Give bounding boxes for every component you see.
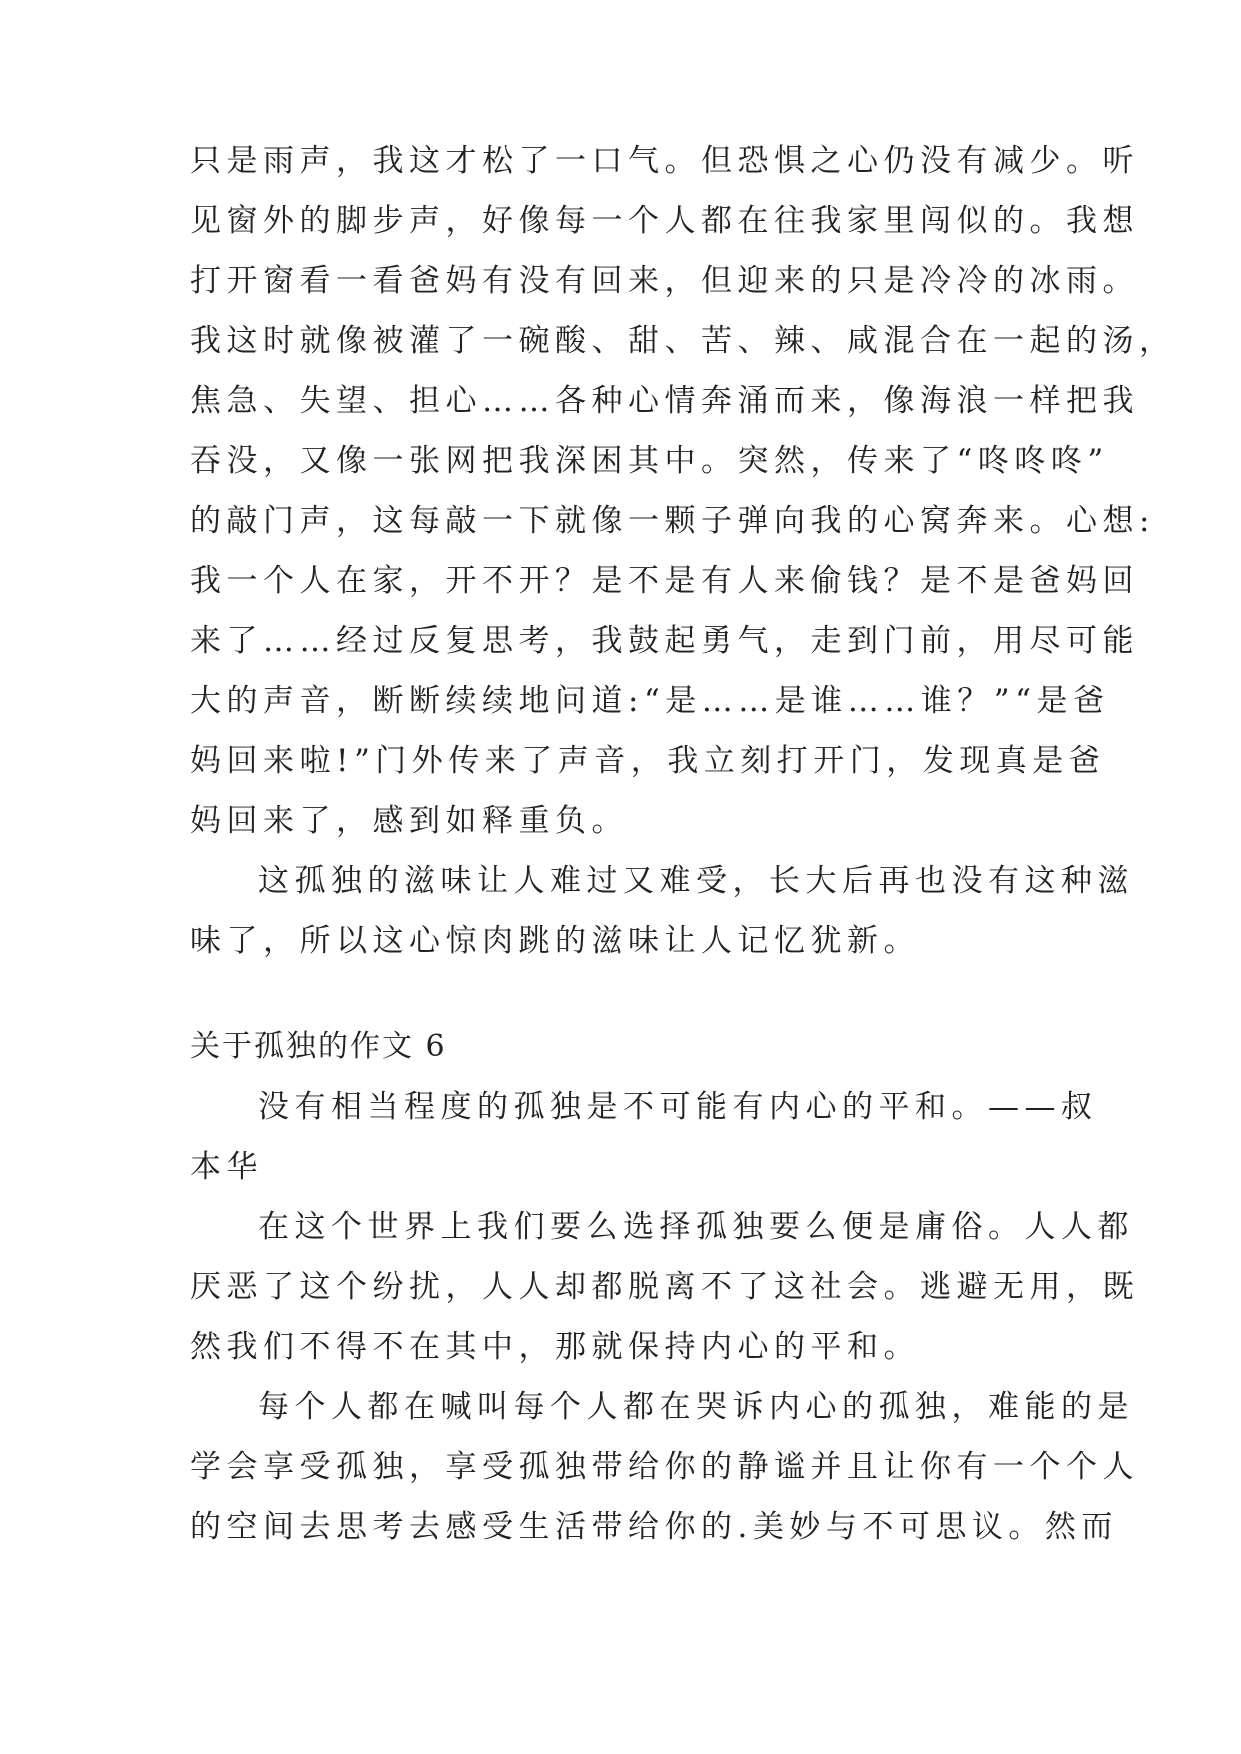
paragraph [190, 1077, 1098, 1197]
paragraph [190, 1197, 1139, 1377]
text-line: 打开窗看一看爸妈有没有回来，但迎来的只是冷冷的冰雨。 [190, 263, 1139, 299]
text-line: 没有相当程度的孤独是不可能有内心的平和。——叔 [258, 1089, 1098, 1125]
essay-section-2 [190, 1017, 1139, 1557]
text-line: 妈回来了，感到如释重负。 [190, 803, 628, 839]
paragraph [190, 131, 1176, 851]
text-line: 本华 [190, 1149, 263, 1185]
text-line: 只是雨声，我这才松了一口气。但恐惧之心仍没有减少。听 [190, 143, 1139, 179]
text-line: 学会享受孤独，享受孤独带给你的静谧并且让你有一个个人 [190, 1449, 1139, 1485]
text-line: 味了，所以这心惊肉跳的滋味让人记忆犹新。 [190, 923, 920, 959]
text-line: 在这个世界上我们要么选择孤独要么便是庸俗。人人都 [258, 1209, 1134, 1245]
text-line: 的敲门声，这每敲一下就像一颗子弹向我的心窝奔来。心想: [190, 503, 1155, 539]
text-line: 厌恶了这个纷扰，人人却都脱离不了这社会。逃避无用，既 [190, 1269, 1139, 1305]
text-line: 的空间去思考去感受生活带给你的.美妙与不可思议。然而 [190, 1509, 1118, 1545]
text-line: 大的声音，断断续续地问道:“是……是谁……谁？”“是爸 [190, 683, 1110, 719]
text-line: 妈回来啦!”门外传来了声音，我立刻打开门，发现真是爸 [190, 743, 1106, 779]
text-line: 来了……经过反复思考，我鼓起勇气，走到门前，用尽可能 [190, 623, 1139, 659]
text-line: 我这时就像被灌了一碗酸、甜、苦、辣、咸混合在一起的汤， [190, 323, 1176, 359]
paragraph [190, 1377, 1139, 1557]
text-line: 吞没，又像一张网把我深困其中。突然，传来了“咚咚咚” [190, 443, 1109, 479]
text-line: 然我们不得不在其中，那就保持内心的平和。 [190, 1329, 920, 1365]
essay-title: 关于孤独的作文 6 [190, 1029, 447, 1064]
text-line: 每个人都在喊叫每个人都在哭诉内心的孤独，难能的是 [258, 1389, 1134, 1425]
paragraph [190, 851, 1134, 971]
text-line: 我一个人在家，开不开？是不是有人来偷钱？是不是爸妈回 [190, 563, 1139, 599]
text-line: 焦急、失望、担心……各种心情奔涌而来，像海浪一样把我 [190, 383, 1139, 419]
text-line: 这孤独的滋味让人难过又难受，长大后再也没有这种滋 [258, 863, 1134, 899]
essay-section-1 [190, 131, 1176, 971]
text-line: 见窗外的脚步声，好像每一个人都在往我家里闯似的。我想 [190, 203, 1139, 239]
